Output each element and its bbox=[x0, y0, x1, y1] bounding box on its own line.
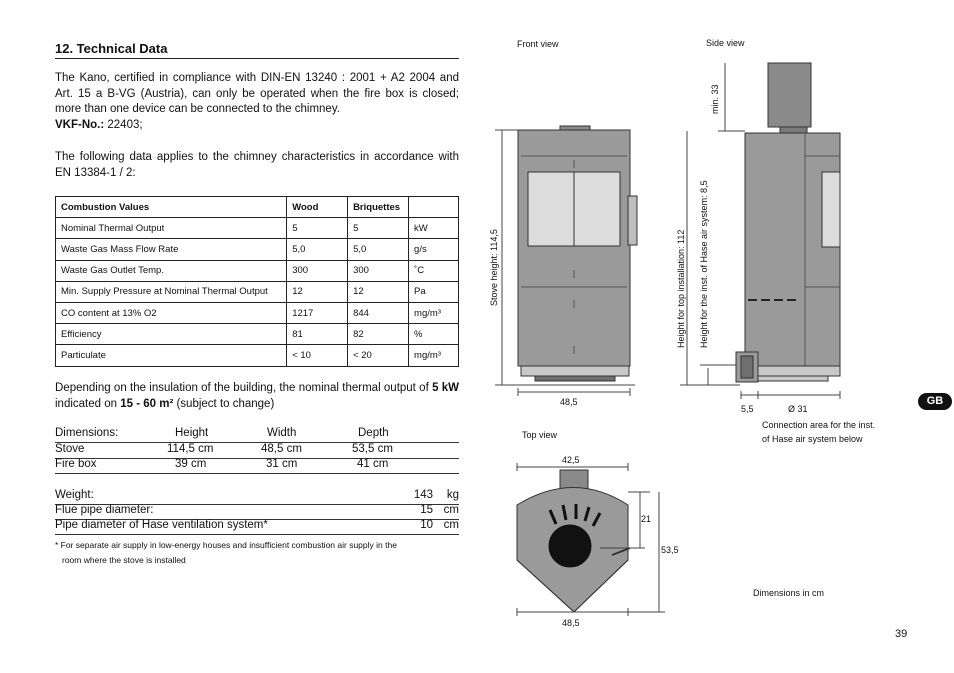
language-badge: GB bbox=[918, 393, 952, 410]
dimensions-cell: 114,5 cm bbox=[167, 443, 214, 455]
table-cell: mg/m³ bbox=[409, 345, 459, 366]
chimney-note: The following data applies to the chimney characteristics in accordance with EN 13384-1 / 2: bbox=[55, 151, 459, 179]
dimensions-cell: 31 cm bbox=[266, 458, 298, 470]
side-view-label: Side view bbox=[706, 38, 745, 48]
table-cell: Particulate bbox=[56, 345, 287, 366]
side-diameter-label: Ø 31 bbox=[788, 404, 808, 414]
output-kw: 5 kW bbox=[432, 382, 459, 394]
top-21-label: 21 bbox=[641, 514, 652, 524]
table-header: Wood bbox=[287, 197, 348, 218]
table-cell: Pa bbox=[409, 281, 459, 302]
table-cell: 5 bbox=[287, 218, 348, 239]
table-cell: 5,0 bbox=[348, 239, 409, 260]
dimensions-cell: 41 cm bbox=[357, 458, 389, 470]
table-cell: 5,0 bbox=[287, 239, 348, 260]
connection-note-line: of Hase air system below bbox=[762, 434, 863, 444]
top-view-label: Top view bbox=[522, 430, 558, 440]
dimensions-col-height: Height bbox=[175, 427, 209, 439]
spec-value: 15 bbox=[420, 504, 433, 516]
dimensions-cell: 53,5 cm bbox=[352, 443, 393, 455]
table-cell: g/s bbox=[409, 239, 459, 260]
vkf-value: 22403; bbox=[104, 119, 143, 131]
table-cell: < 20 bbox=[348, 345, 409, 366]
output-text: Depending on the insulation of the building, the nominal thermal output of bbox=[55, 382, 433, 394]
table-cell: < 10 bbox=[287, 345, 348, 366]
connection-note-line: Connection area for the inst. bbox=[762, 420, 876, 430]
table-cell: ˚C bbox=[409, 260, 459, 281]
height-hase-label: Height for the inst. of Hase air system: 8,5 bbox=[699, 180, 709, 348]
output-area: 15 - 60 m² bbox=[120, 397, 174, 410]
table-cell: 81 bbox=[287, 324, 348, 345]
spec-label: Pipe diameter of Hase ventilation system* bbox=[55, 519, 268, 531]
dimensions-col-depth: Depth bbox=[358, 427, 389, 439]
table-cell: CO content at 13% O2 bbox=[56, 302, 287, 323]
dimensions-cell: Fire box bbox=[55, 458, 97, 470]
table-cell: % bbox=[409, 324, 459, 345]
table-cell: Efficiency bbox=[56, 324, 287, 345]
vkf-label: VKF-No.: bbox=[55, 119, 105, 131]
dimensions-col-width: Width bbox=[267, 427, 297, 439]
footnote-line: * For separate air supply in low-energy houses and insufficient combustion air supply in the bbox=[55, 540, 397, 550]
table-cell: 5 bbox=[348, 218, 409, 239]
table-cell: Waste Gas Mass Flow Rate bbox=[56, 239, 287, 260]
stove-height-label: Stove height: 114,5 bbox=[489, 229, 499, 306]
spec-unit: cm bbox=[443, 504, 459, 516]
page-number: 39 bbox=[895, 628, 908, 640]
section-title: 12. Technical Data bbox=[55, 41, 168, 56]
table-cell: Min. Supply Pressure at Nominal Thermal Output bbox=[56, 281, 287, 302]
table-header: Combustion Values bbox=[56, 197, 287, 218]
table-cell: 1217 bbox=[287, 302, 348, 323]
units-note: Dimensions in cm bbox=[753, 588, 825, 598]
table-cell: mg/m³ bbox=[409, 302, 459, 323]
table-header: Briquettes bbox=[348, 197, 409, 218]
table-cell: 300 bbox=[287, 260, 348, 281]
front-width-label: 48,5 bbox=[560, 397, 578, 407]
spec-label: Flue pipe diameter: bbox=[55, 504, 154, 516]
top-view-drawing bbox=[517, 463, 665, 616]
top-depth-label: 53,5 bbox=[661, 545, 679, 555]
top-width-label: 42,5 bbox=[562, 455, 580, 465]
top-bottom-width-label: 48,5 bbox=[562, 618, 580, 628]
spec-value: 143 bbox=[413, 489, 433, 501]
dimensions-label: Dimensions: bbox=[55, 427, 119, 439]
output-text: indicated on bbox=[55, 397, 121, 410]
spec-label: Weight: bbox=[55, 489, 94, 501]
dimensions-cell: 39 cm bbox=[175, 458, 207, 470]
dimensions-cell: Stove bbox=[55, 443, 85, 455]
intro-paragraph: The Kano, certified in compliance with DIN-EN 13240 : 2001 + A2 2004 and Art. 15 a B-VG (Austria), can only be operated when the fire box is closed; more than one device can be connected to the chimney. bbox=[55, 72, 459, 115]
spec-value: 10 bbox=[420, 519, 433, 531]
spec-unit: kg bbox=[446, 489, 459, 501]
footnote-line: room where the stove is installed bbox=[62, 555, 186, 565]
min-height-label: min. 33 bbox=[710, 84, 720, 114]
table-cell: 12 bbox=[348, 281, 409, 302]
spec-unit: cm bbox=[443, 519, 459, 531]
table-cell: Waste Gas Outlet Temp. bbox=[56, 260, 287, 281]
output-text: (subject to change) bbox=[173, 397, 275, 410]
table-cell: 844 bbox=[348, 302, 409, 323]
table-cell: Nominal Thermal Output bbox=[56, 218, 287, 239]
table-cell: 12 bbox=[287, 281, 348, 302]
table-cell: 82 bbox=[348, 324, 409, 345]
table-cell: 300 bbox=[348, 260, 409, 281]
connection-note bbox=[762, 418, 875, 446]
side-5-5-label: 5,5 bbox=[741, 404, 754, 414]
dimensions-cell: 48,5 cm bbox=[261, 443, 302, 455]
table-cell: kW bbox=[409, 218, 459, 239]
height-top-installation-label: Height for top installation: 112 bbox=[676, 229, 686, 348]
front-view-label: Front view bbox=[517, 39, 559, 49]
front-view-drawing bbox=[495, 126, 637, 396]
